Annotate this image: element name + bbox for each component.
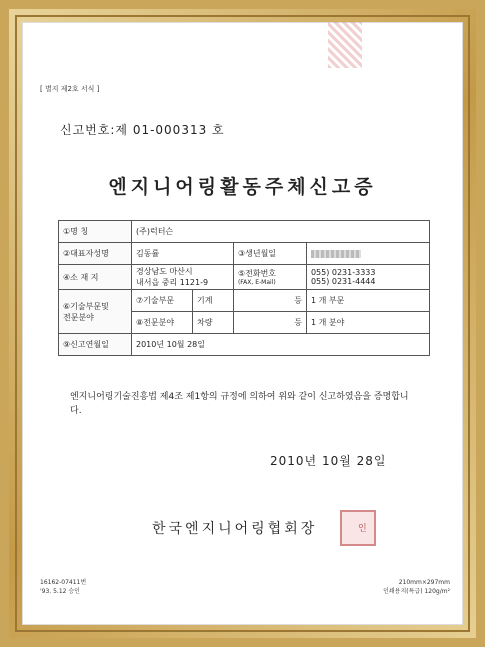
issuer-name: 한국엔지니어링협회장 (152, 521, 318, 537)
address-value (132, 265, 234, 290)
spec-count: 1 개 분야 (306, 312, 429, 334)
tech-field-label: ⑦기술부문 (132, 290, 193, 312)
phone-label-sub: (FAX, E-Mail) (237, 279, 276, 286)
address-line-2: 내서읍 중리 1121-9 (136, 278, 209, 287)
spec-field-value: 차량 (193, 312, 234, 334)
certification-text: 엔지니어링기술진흥법 제4조 제1항의 규정에 의하여 위와 같이 신고하였음을 증명합니다. (70, 392, 409, 416)
table-row (59, 243, 430, 265)
table-row (59, 290, 430, 312)
representative-value: 김동률 (132, 243, 234, 265)
date-label: ⑨신고연월일 (59, 334, 132, 356)
name-label: ①명 칭 (59, 221, 132, 243)
phone-label-main: ⑤전화번호 (237, 269, 277, 278)
tech-label-line-1: ⑥기술부문및 (63, 301, 109, 311)
spec-grade: 등 (233, 312, 306, 334)
footer-approval-no: 16162-07411번 (40, 579, 87, 586)
stamp-mark-top (328, 22, 362, 68)
form-number: [ 별지 제2호 서식 ] (40, 85, 100, 93)
footer-paper-type: 인쇄용지(특급) 120g/m² (383, 588, 450, 595)
tech-count: 1 개 부문 (306, 290, 429, 312)
certificate-title: 엔지니어링활동주체신고증 (108, 176, 377, 198)
date-value: 2010년 10월 28일 (132, 334, 430, 356)
info-table (58, 220, 430, 356)
address-line-1: 경상남도 마산시 (136, 267, 193, 276)
dob-value (306, 243, 429, 265)
dob-label: ③생년월일 (233, 243, 306, 265)
certificate-paper (22, 22, 463, 625)
phone-value (306, 265, 429, 290)
footer-paper-size: 210mm×297mm (398, 579, 450, 586)
tech-field-value: 기계 (193, 290, 234, 312)
name-value: (주)럭터슨 (132, 221, 430, 243)
table-row (59, 265, 430, 290)
footer-approval-date: '93. 5.12 승인 (40, 588, 80, 595)
tech-label-line-2: 전문분야 (63, 312, 94, 322)
footer-right (340, 578, 450, 596)
spec-field-label: ⑧전문분야 (132, 312, 193, 334)
issue-date: 2010년 10월 28일 (270, 454, 387, 468)
table-row (59, 334, 430, 356)
certificate-number: 신고번호:제 01-000313 호 (60, 123, 225, 137)
tech-grade: 등 (233, 290, 306, 312)
redacted-dob (311, 250, 361, 258)
address-label: ④소 재 지 (59, 265, 132, 290)
fax-number: 055) 0231-4444 (310, 277, 376, 286)
phone-number: 055) 0231-3333 (310, 268, 376, 277)
tech-label (59, 290, 132, 334)
table-row (59, 221, 430, 243)
phone-label (233, 265, 306, 290)
seal-character: 인 (358, 524, 367, 534)
footer-left (40, 578, 86, 596)
representative-label: ②대표자성명 (59, 243, 132, 265)
